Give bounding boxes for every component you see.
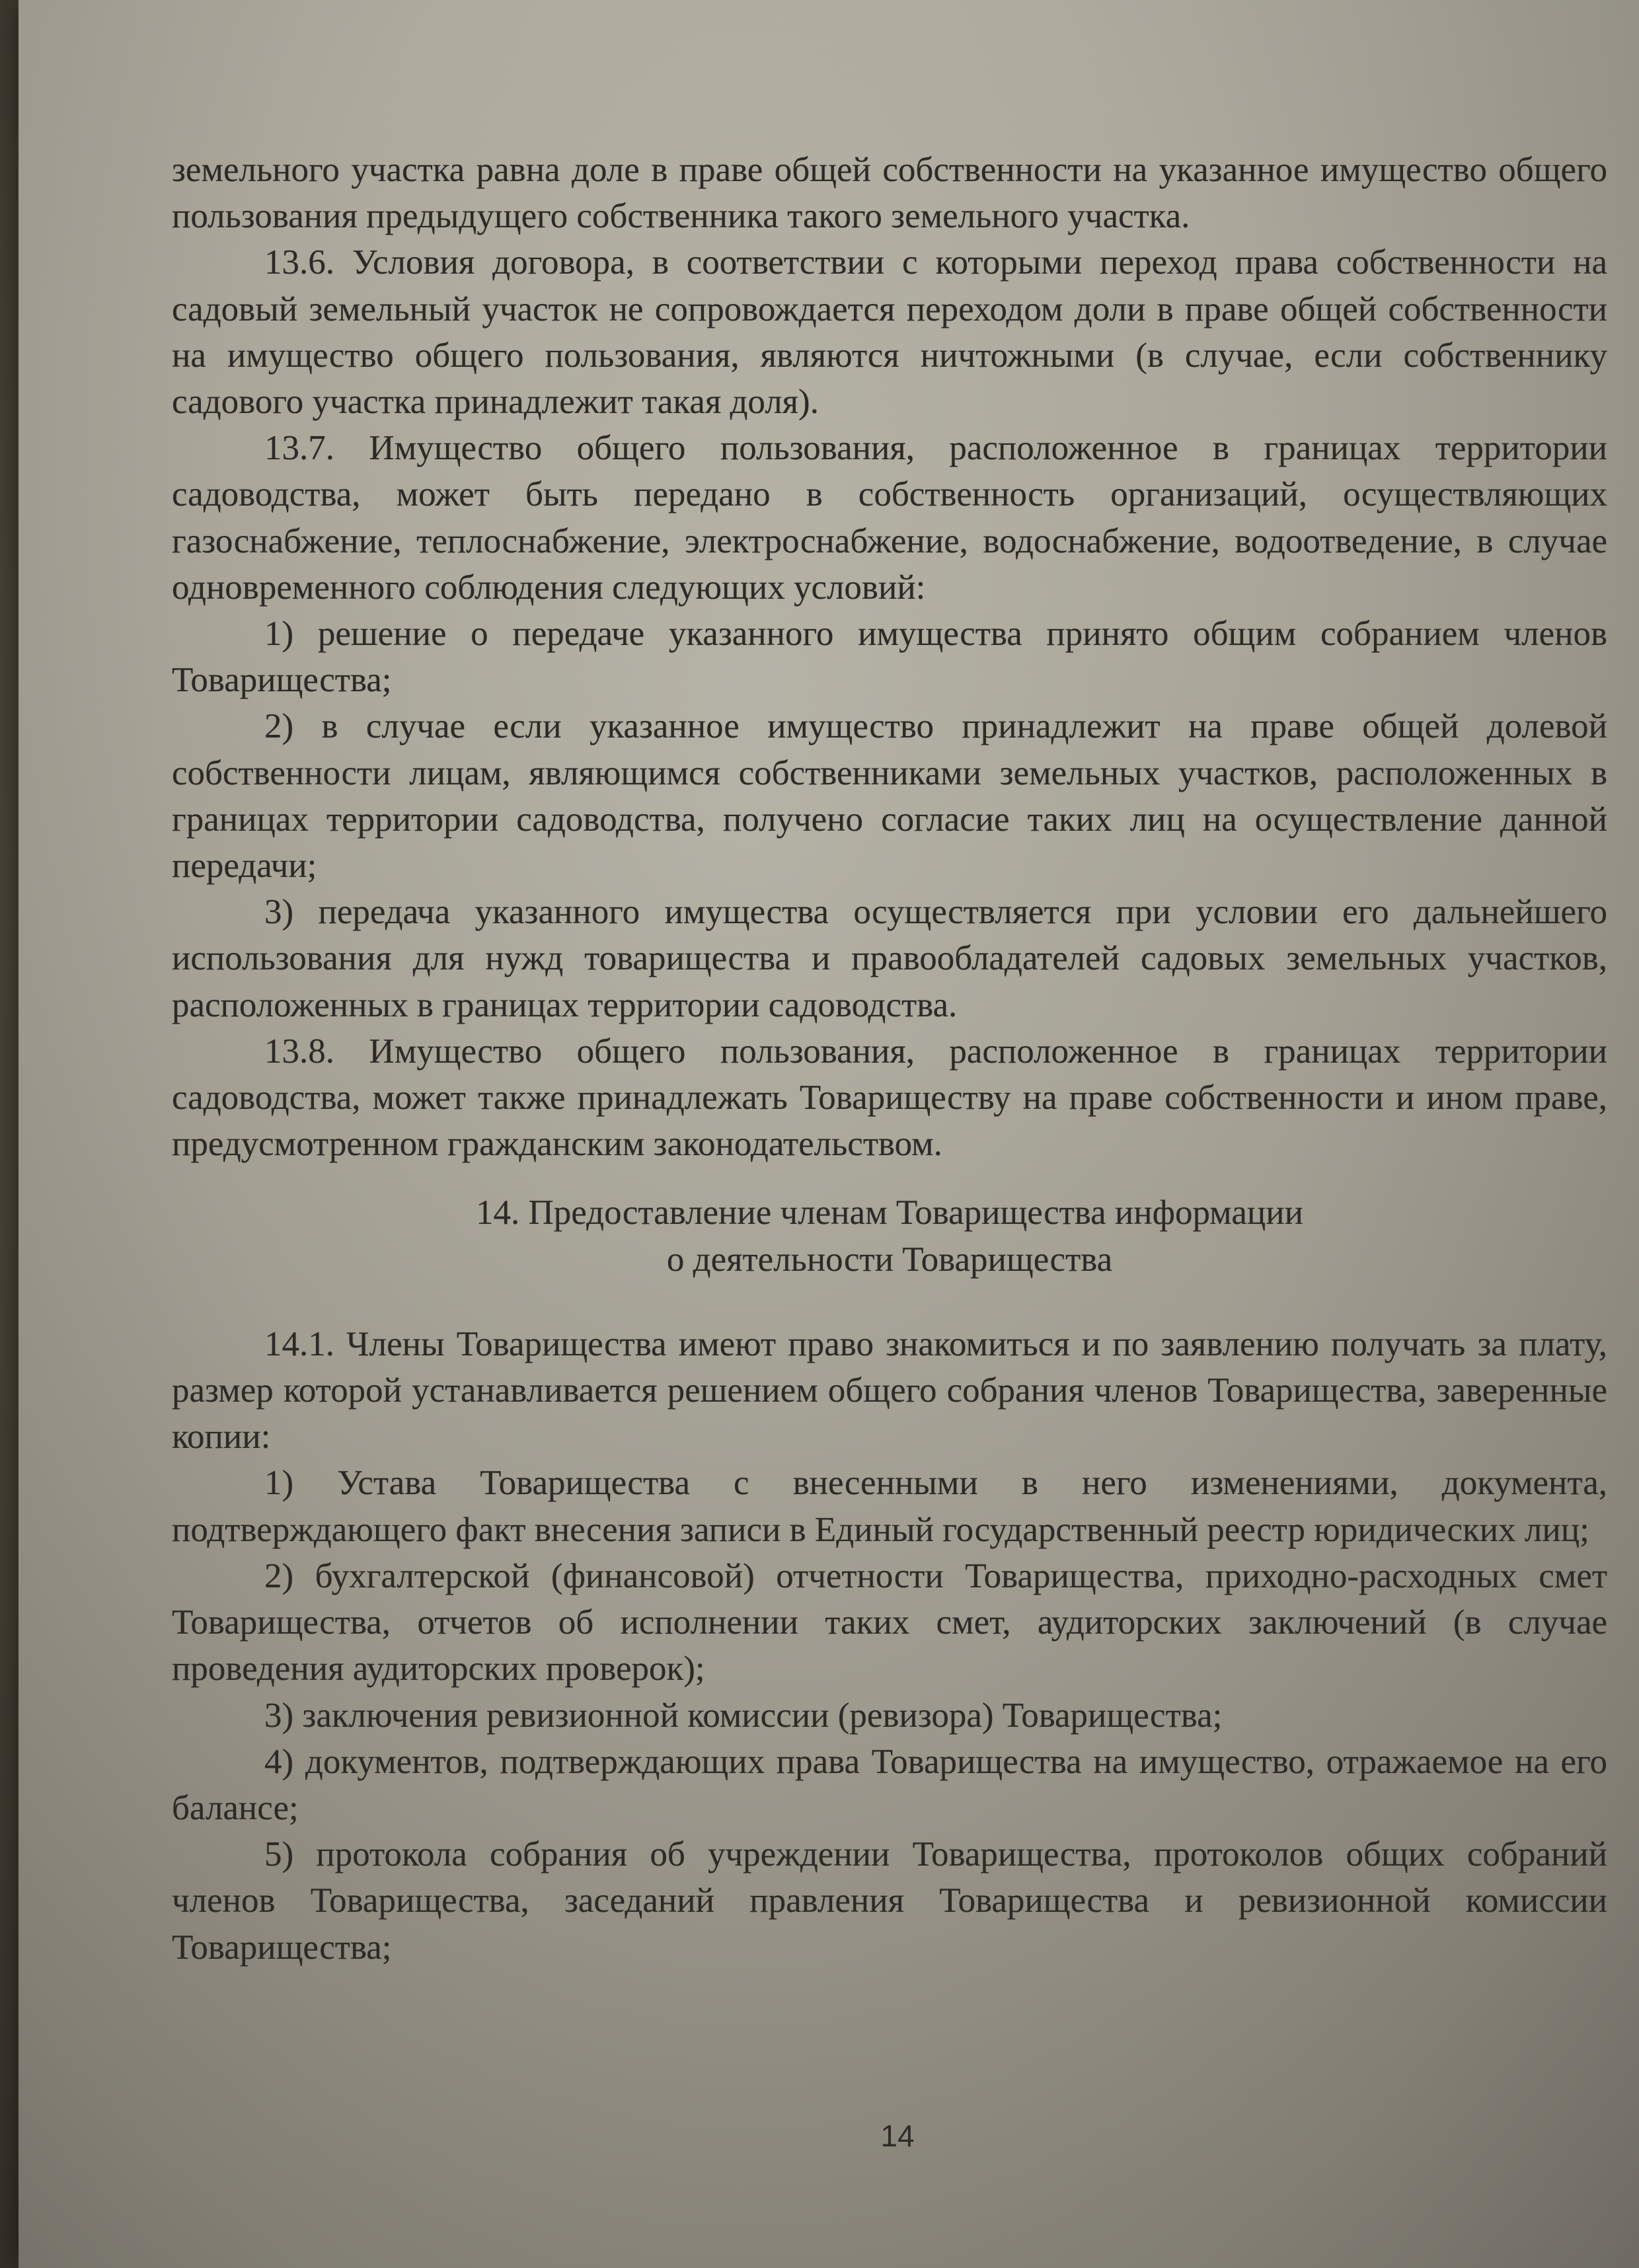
paragraph-13-8: 13.8. Имущество общего пользования, расположенное в границах территории садоводства, может также принадлежать Товариществу на праве собственности и ином праве, предусмотренном гражданским законодательством. bbox=[172, 1032, 1607, 1164]
paragraph-13-7-item-3: 3) передача указанного имущества осуществляется при условии его дальнейшего использования для нужд товарищества и правообладателей садовых земельных участков, расположенных в границах территории садоводства. bbox=[172, 893, 1607, 1024]
paragraph-14-1: 14.1. Члены Товарищества имеют право знакомиться и по заявлению получать за плату, размер которой устанавливается решением общего собрания членов Товарищества, заверенные копии: bbox=[172, 1324, 1607, 1456]
paragraph-14-1-item-5: 5) протокола собрания об учреждении Товарищества, протоколов общих собраний членов Товарищества, заседаний правления Товарищества и ревизионной комиссии Товарищества; bbox=[172, 1835, 1607, 1967]
paragraph-13-7-item-1: 1) решение о передаче указанного имущества принято общим собранием членов Товарищества; bbox=[172, 615, 1607, 700]
paragraph-13-6: 13.6. Условия договора, в соответствии с которыми переход права собственности на садовый земельный участок не сопровождается переходом доли в праве общей собственности на имущество общего пользования, являются ничтожными (в случае, если собственнику садового участка принадлежит такая доля). bbox=[172, 243, 1607, 422]
paragraph-14-1-item-1: 1) Устава Товарищества с внесенными в него изменениями, документа, подтверждающего факт внесения записи в Единый государственный реестр юридических лиц; bbox=[172, 1464, 1607, 1549]
section-heading-line-2: о деятельности Товарищества bbox=[666, 1240, 1113, 1279]
section-heading-line-1: 14. Предоставление членам Товарищества информации bbox=[476, 1193, 1303, 1232]
paragraph-13-7-item-2: 2) в случае если указанное имущество принадлежит на праве общей долевой собственности лицам, являющимся собственниками земельных участков, расположенных в границах территории садоводства, получено согласие таких лиц на осуществление данной передачи; bbox=[172, 707, 1607, 886]
paragraph-14-1-item-2: 2) бухгалтерской (финансовой) отчетности Товарищества, приходно-расходных смет Товарищества, отчетов об исполнении таких смет, аудиторских заключений (в случае проведения аудиторских проверок); bbox=[172, 1556, 1607, 1688]
paragraph-14-1-item-3: 3) заключения ревизионной комиссии (ревизора) Товарищества; bbox=[264, 1696, 1223, 1735]
paragraph-14-1-item-4: 4) документов, подтверждающих права Товарищества на имущество, отражаемое на его балансе; bbox=[172, 1742, 1607, 1827]
paragraph-continuation: земельного участка равна доле в праве общей собственности на указанное имущество общего пользования предыдущего собственника такого земельного участка. bbox=[172, 151, 1607, 236]
section-heading bbox=[172, 1167, 1607, 1320]
page-number: 14 bbox=[880, 2119, 915, 2153]
document-body bbox=[172, 147, 1607, 1971]
paragraph-13-7: 13.7. Имущество общего пользования, расположенное в границах территории садоводства, может быть передано в собственность организаций, осуществляющих газоснабжение, теплоснабжение, электроснабжение, водоснабжение, водоотведение, в случае одновременного соблюдения следующих условий: bbox=[172, 429, 1607, 607]
document-page bbox=[19, 0, 1639, 2268]
